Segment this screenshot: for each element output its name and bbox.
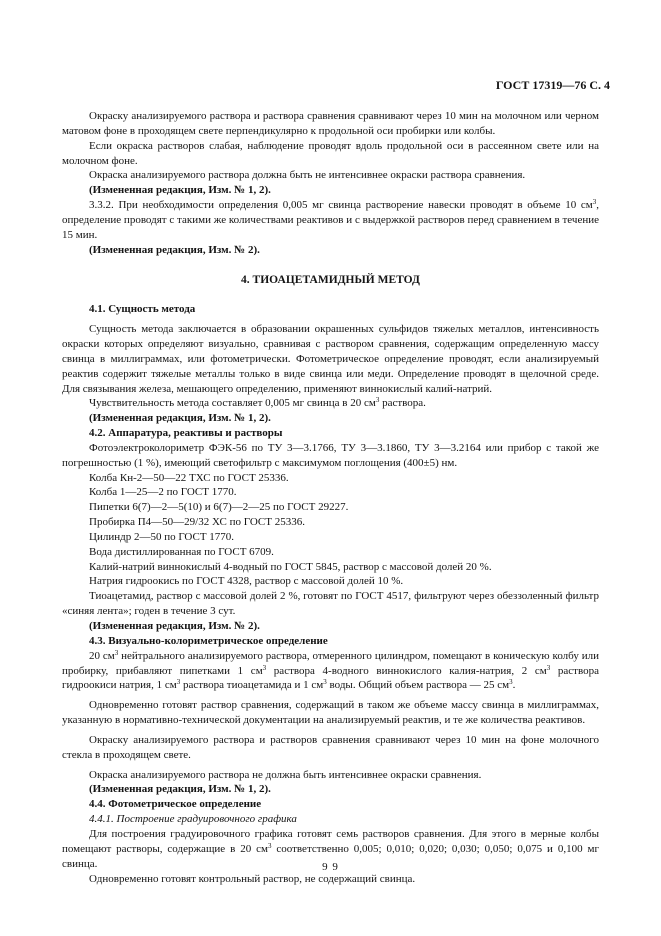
revision-note: (Измененная редакция, Изм. № 1, 2). xyxy=(89,412,271,425)
document-body xyxy=(62,109,599,886)
subsection-heading-italic: 4.4.1. Построение градуировочного графика xyxy=(89,813,297,826)
list-item: Тиоацетамид, раствор с массовой долей 2 %, готовят по ГОСТ 4517, фильтруют через обеззоленный фильтр «синяя лента»; годен в течение 3 сут. xyxy=(62,590,599,618)
paragraph: Окраску анализируемого раствора и раствора сравнения сравнивают через 10 мин на молочном или черном матовом фоне в проходящем свете перпендикулярно к продольной оси пробирки или колбы. xyxy=(62,110,599,137)
page-number: 9 9 xyxy=(322,861,339,873)
paragraph: Если окраска растворов слабая, наблюдение проводят вдоль продольной оси в рассеянном свете или на молочном фоне. xyxy=(62,139,599,167)
paragraph: Одновременно готовят контрольный раствор, не содержащий свинца. xyxy=(89,872,416,885)
revision-note: (Измененная редакция, Изм. № 2). xyxy=(89,620,260,632)
list-item: Пипетки 6(7)—2—5(10) и 6(7)—2—25 по ГОСТ 29227. xyxy=(89,501,349,514)
paragraph: Сущность метода заключается в образовании окрашенных сульфидов тяжелых металлов, интенсивность окраски которых определяют визуально, сравнивая с раствором сравнения, содержащим определенную массу свинца в миллиграммах, или фотометрически. Фотометрическое определение проводят, если анализируемый реактив содержит тяжелые металлы только в виде свинца или меди. Определение проводят в щелочной среде. Для связывания железа, мешающего определению, применяют виннокислый калий-натрий. xyxy=(62,323,599,395)
paragraph: Окраска анализируемого раствора не должна быть интенсивнее окраски сравнения. xyxy=(89,768,482,781)
paragraph: 20 $см^3$ нейтрального анализируемого раствора, отмеренного цилиндром, помещают в коническую колбу или пробирку, прибавляют пипетками 1 $см^3$ раствора 4-водного виннокислого калия-натрия, 2 $см^3$ раствора гидроокиси натрия, 1 $см^3$ раствора тиоацетамида и 1 $см^3$ воды. Общий объем раствора — 25 $см^3$. xyxy=(62,648,600,692)
section-title: 4. ТИОАЦЕТАМИДНЫЙ МЕТОД xyxy=(241,274,420,287)
list-item: Вода дистиллированная по ГОСТ 6709. xyxy=(89,545,274,558)
paragraph: 3.3.2. При необходимости определения 0,005 мг свинца растворение навески проводят в объеме 10 $см^3$, определение проводят с такими же количествами реактивов и с выдержкой растворов перед сравнением в течение 15 мин. xyxy=(62,198,599,241)
paragraph: Окраска анализируемого раствора должна быть не интенсивнее окраски раствора сравнения. xyxy=(89,169,526,182)
list-item: Пробирка П4—50—29/32 ХС по ГОСТ 25336. xyxy=(89,516,305,529)
revision-note: (Измененная редакция, Изм. № 2). xyxy=(89,243,260,256)
list-item: Колба 1—25—2 по ГОСТ 1770. xyxy=(89,486,237,499)
subsection-heading: 4.3. Визуально-колориметрическое определение xyxy=(89,634,328,647)
paragraph: Окраску анализируемого раствора и растворов сравнения сравнивают через 10 мин на фоне молочного стекла в проходящем свете. xyxy=(62,733,599,761)
subsection-heading: 4.4. Фотометрическое определение xyxy=(89,798,262,811)
list-item: Колба Кн-2—50—22 ТХС по ГОСТ 25336. xyxy=(89,471,289,484)
paragraph: Одновременно готовят раствор сравнения, содержащий в таком же объеме массу свинца в миллиграммах, указанную в нормативно-технической документации на анализируемый реактив, и те же количества реактивов. xyxy=(62,699,599,727)
list-item: Цилиндр 2—50 по ГОСТ 1770. xyxy=(89,530,235,543)
paragraph: Для построения градуировочного графика готовят семь растворов сравнения. Для этого в мерные колбы помещают растворы, содержащие в 20 $см^3$ соответственно 0,005; 0,010; 0,020; 0,030; 0,050; 0,075 и 0,100 мг свинца. xyxy=(62,827,599,870)
subsection-heading: 4.2. Аппаратура, реактивы и растворы xyxy=(89,427,283,440)
list-item: Натрия гидроокись по ГОСТ 4328, раствор с массовой долей 10 %. xyxy=(89,575,404,588)
subsection-heading: 4.1. Сущность метода xyxy=(89,303,196,316)
paragraph: Чувствительность метода составляет 0,005 мг свинца в 20 $см^3$ раствора. xyxy=(89,396,426,410)
revision-note: (Измененная редакция, Изм. № 1, 2). xyxy=(89,184,271,197)
list-item: Калий-натрий виннокислый 4-водный по ГОСТ 5845, раствор с массовой долей 20 %. xyxy=(89,560,492,573)
paragraph: Фотоэлектроколориметр ФЭК-56 по ТУ 3—3.1766, ТУ 3—3.1860, ТУ 3—3.2164 или прибор с такой же погрешностью (1 %), имеющий светофильтр с максимумом поглощения (400±5) нм. xyxy=(62,441,599,469)
revision-note: (Измененная редакция, Изм. № 1, 2). xyxy=(89,783,271,796)
page-header: ГОСТ 17319—76 С. 4 xyxy=(495,78,610,92)
